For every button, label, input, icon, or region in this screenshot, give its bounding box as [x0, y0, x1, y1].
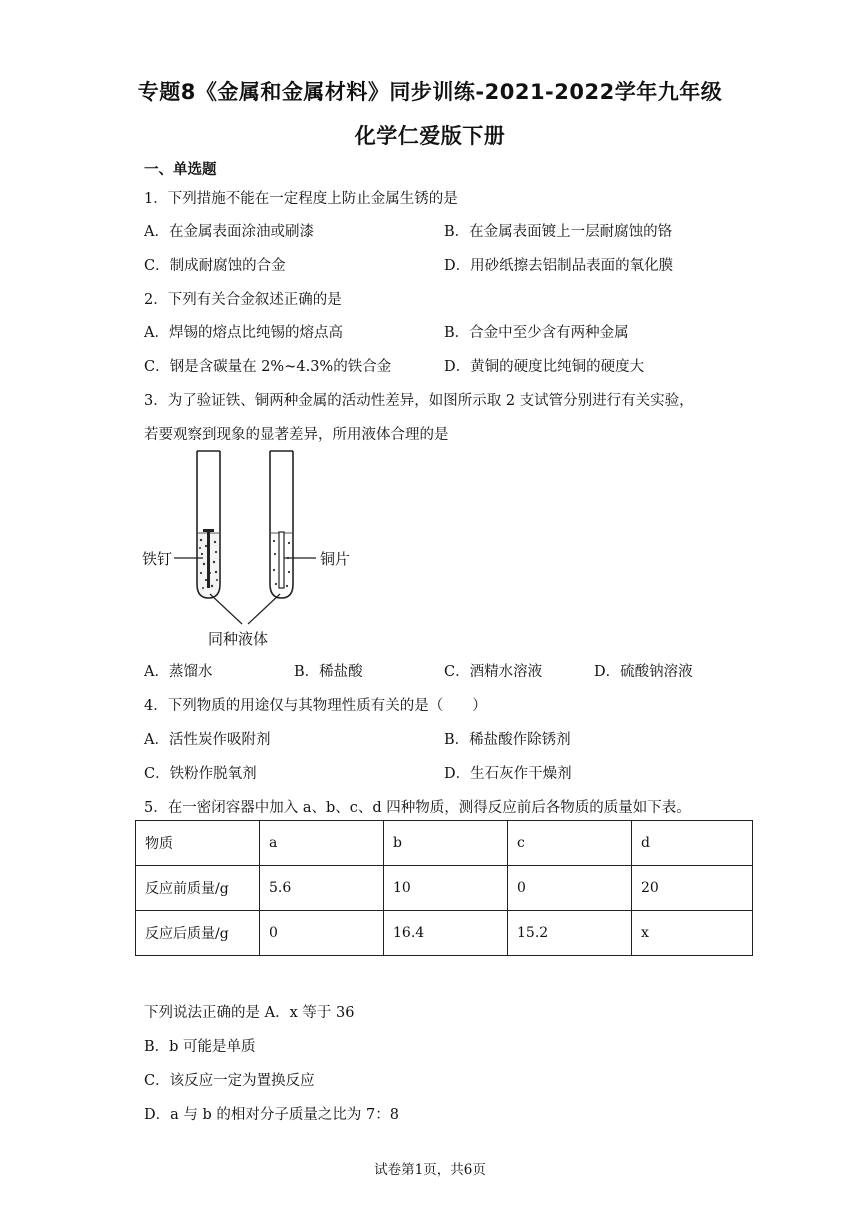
table-cell: 10	[384, 866, 508, 911]
label-copper-sheet: 铜片	[320, 550, 351, 568]
test-tubes-figure	[140, 448, 380, 656]
table-cell: c	[508, 821, 632, 866]
label-same-liquid: 同种液体	[208, 630, 269, 648]
question-3-option-b: B．稀盐酸	[294, 664, 363, 680]
question-5-option-b: B．b 可能是单质	[144, 1039, 256, 1055]
table-cell: x	[632, 911, 753, 956]
question-4-stem: 4．下列物质的用途仅与其物理性质有关的是（ ）	[144, 698, 487, 714]
table-cell: d	[632, 821, 753, 866]
table-cell: b	[384, 821, 508, 866]
question-1-option-a: A．在金属表面涂油或刷漆	[144, 224, 314, 240]
question-1-stem: 1．下列措施不能在一定程度上防止金属生锈的是	[144, 191, 458, 207]
question-5-option-c: C．该反应一定为置换反应	[144, 1073, 315, 1089]
question-2-option-a: A．焊锡的熔点比纯锡的熔点高	[144, 325, 343, 341]
question-1-option-b: B．在金属表面镀上一层耐腐蚀的铬	[444, 224, 673, 240]
table-row	[136, 821, 753, 866]
table-cell: 5.6	[260, 866, 384, 911]
table-row	[136, 866, 753, 911]
table-cell: 15.2	[508, 911, 632, 956]
question-1-option-d: D．用砂纸擦去铝制品表面的氧化膜	[444, 258, 674, 274]
question-2-option-d: D．黄铜的硬度比纯铜的硬度大	[444, 359, 645, 375]
page-footer: 试卷第1页，共6页	[374, 1162, 486, 1178]
table-cell: a	[260, 821, 384, 866]
question-4-option-a: A．活性炭作吸附剂	[144, 732, 271, 748]
question-3-option-c: C．酒精水溶液	[444, 664, 543, 680]
question-5-stem: 5．在一密闭容器中加入 a、b、c、d 四种物质，测得反应前后各物质的质量如下表。	[144, 800, 691, 816]
table-cell: 20	[632, 866, 753, 911]
table-cell: 反应前质量/g	[136, 866, 260, 911]
question-3-option-d: D．硫酸钠溶液	[594, 664, 693, 680]
table-row	[136, 911, 753, 956]
question-4-option-b: B．稀盐酸作除锈剂	[444, 732, 571, 748]
left-test-tube	[197, 451, 220, 598]
page-subtitle: 化学仁爱版下册	[354, 124, 506, 148]
question-4-option-c: C．铁粉作脱氧剂	[144, 766, 257, 782]
table-cell: 反应后质量/g	[136, 911, 260, 956]
question-2-stem: 2．下列有关合金叙述正确的是	[144, 292, 342, 308]
question-3-option-a: A．蒸馏水	[144, 664, 213, 680]
question-3-stem: 3．为了验证铁、铜两种金属的活动性差异，如图所示取 2 支试管分别进行有关实验，	[144, 393, 694, 409]
right-test-tube	[270, 451, 293, 598]
section-heading: 一、单选题	[144, 162, 217, 178]
page-title: 专题8《金属和金属材料》同步训练-2021-2022学年九年级	[137, 80, 723, 104]
question-5-option-d: D．a 与 b 的相对分子质量之比为 7：8	[144, 1107, 399, 1123]
table-cell: 16.4	[384, 911, 508, 956]
table-cell: 0	[508, 866, 632, 911]
question-1-option-c: C．制成耐腐蚀的合金	[144, 258, 286, 274]
table-cell: 0	[260, 911, 384, 956]
question-3-stem-continued: 若要观察到现象的显著差异，所用液体合理的是	[144, 427, 449, 443]
mass-table	[135, 820, 753, 956]
label-iron-nail: 铁钉	[142, 550, 173, 568]
question-5-after-table: 下列说法正确的是 A．x 等于 36	[144, 1005, 355, 1021]
question-2-option-c: C．钢是含碳量在 2%~4.3%的铁合金	[144, 359, 392, 375]
table-cell: 物质	[136, 821, 260, 866]
question-2-option-b: B．合金中至少含有两种金属	[444, 325, 629, 341]
question-4-option-d: D．生石灰作干燥剂	[444, 766, 572, 782]
